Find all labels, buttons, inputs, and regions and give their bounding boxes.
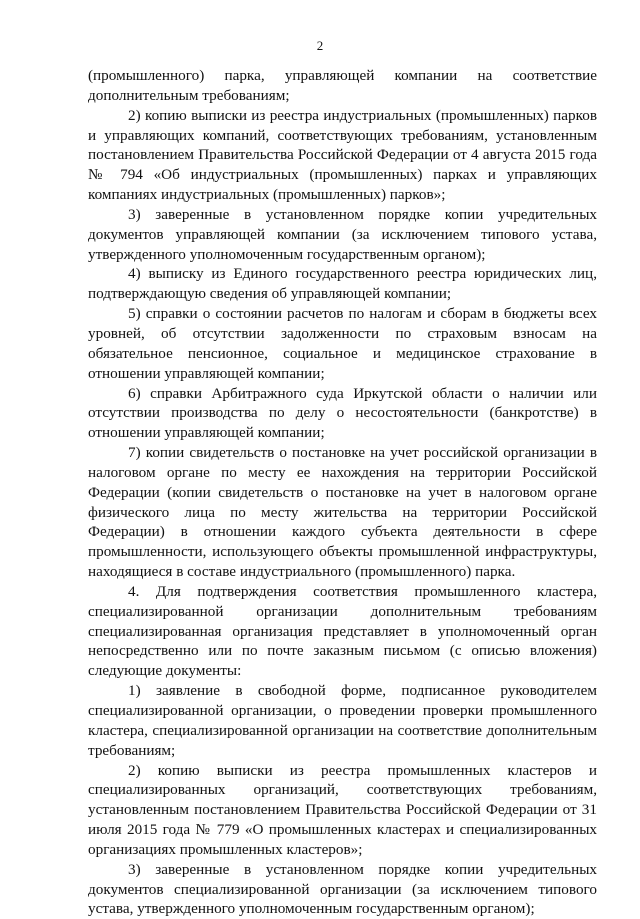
paragraph: 7) копии свидетельств о постановке на учет российской организации в налоговом органе по месту ее нахождения на территории Российской Федерации (копии свидетельств о постановке на учет в налоговом органе физического лица по месту жительства на территории Российской Федерации) в отношении каждого субъекта деятельности в сфере промышленности, использующего объекты промышленной инфраструктуры, находящиеся в составе индустриального (промышленного) парка. [88, 444, 597, 581]
paragraph: 6) справки Арбитражного суда Иркутской области о наличии или отсутствии производства по делу о несостоятельности (банкротстве) в отношении управляющей компании; [88, 384, 597, 442]
paragraph: 2) копию выписки из реестра индустриальных (промышленных) парков и управляющих компаний, соответствующих требованиям, установленным постановлением Правительства Российской Федерации от 4 августа 2015 года № 794 «Об индустриальных (промышленных) парках и управляющих компаниях индустриальных (промышленных) парков»; [88, 106, 597, 204]
paragraph: 1) заявление в свободной форме, подписанное руководителем специализированной организации, о проведении проверки промышленного кластера, специализированной организации на соответствие дополнительным требованиям; [88, 682, 597, 759]
paragraph: 2) копию выписки из реестра промышленных кластеров и специализированных организаций, соответствующих требованиям, установленным постановлением Правительства Российской Федерации от 31 июля 2015 года № 779 «О промышленных кластерах и специализированных организациях промышленных кластеров»; [88, 761, 597, 858]
paragraph: (промышленного) парка, управляющей компании на соответствие дополнительным требованиям; [88, 67, 597, 104]
paragraph: 5) справки о состоянии расчетов по налогам и сборам в бюджеты всех уровней, об отсутствии задолженности по страховым взносам на обязательное пенсионное, социальное и медицинское страхование в отношении управляющей компании; [88, 305, 597, 382]
paragraph: 3) заверенные в установленном порядке копии учредительных документов специализированной организации (за исключением типового устава, утвержденного уполномоченным государственным органом); [88, 860, 597, 918]
document-body [88, 66, 597, 919]
page-number: 2 [316, 38, 324, 53]
paragraph: 4) выписку из Единого государственного реестра юридических лиц, подтверждающую сведения об управляющей компании; [88, 265, 597, 303]
paragraph: 4. Для подтверждения соответствия промышленного кластера, специализированной организации дополнительным требованиям специализированная организация представляет в уполномоченный орган непосредственно или по почте заказным письмом (с описью вложения) следующие документы: [88, 582, 597, 680]
paragraph: 3) заверенные в установленном порядке копии учредительных документов управляющей компании (за исключением типового устава, утвержденного уполномоченным государственным органом); [88, 205, 597, 263]
